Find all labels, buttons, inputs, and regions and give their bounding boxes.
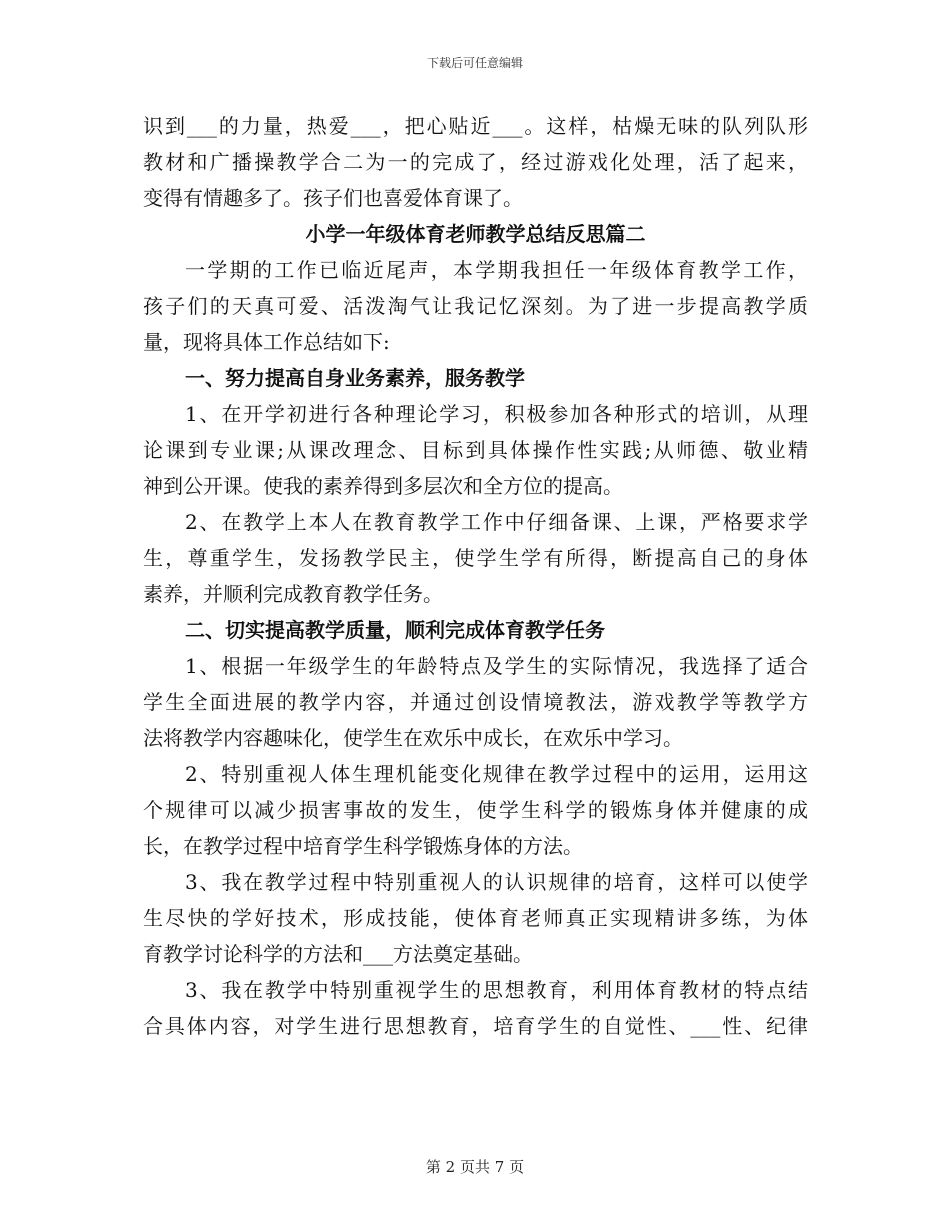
section2-item-2 <box>143 756 808 864</box>
text-line: 2、在教学上本人在教育教学工作中仔细备课、上课，严格要求学 <box>185 510 808 534</box>
text-line: 量，现将具体工作总结如下: <box>143 330 390 354</box>
section-heading-1: 一、努力提高自身业务素养，服务教学 <box>185 366 525 390</box>
text-line: 3、我在教学过程中特别重视人的认识规律的培育，这样可以使学 <box>185 870 808 894</box>
section2-item-3 <box>143 864 808 972</box>
text-line: 生，尊重学生，发扬教学民主，使学生学有所得，断提高自己的身体 <box>143 546 808 570</box>
text-line: 变得有情趣多了。孩子们也喜爱体育课了。 <box>143 186 523 210</box>
text-line: 孩子们的天真可爱、活泼淘气让我记忆深刻。为了进一步提高教学质 <box>143 294 808 318</box>
text-line: 教材和广播操教学合二为一的完成了，经过游戏化处理，活了起来， <box>143 150 808 174</box>
intro-paragraph <box>143 108 808 216</box>
text-line: 1、在开学初进行各种理论学习，积极参加各种形式的培训，从理 <box>185 402 808 426</box>
text-line: 一学期的工作已临近尾声，本学期我担任一年级体育教学工作， <box>185 258 808 282</box>
text-line: 长，在教学过程中培育学生科学锻炼身体的方法。 <box>143 834 583 858</box>
section-heading-2: 二、切实提高教学质量，顺利完成体育教学任务 <box>185 618 605 642</box>
text-line: 2、特别重视人体生理机能变化规律在教学过程中的运用，运用这 <box>185 762 808 786</box>
section2-item-4 <box>143 972 808 1044</box>
text-line: 识到___的力量，热爱___，把心贴近___。这样，枯燥无味的队列队形 <box>143 114 808 138</box>
page-footer: 第 2 页共 7 页 <box>425 1158 525 1176</box>
text-line: 生尽快的学好技术，形成技能，使体育老师真正实现精讲多练，为体 <box>143 906 808 930</box>
page-header: 下载后可任意编辑 <box>426 56 523 70</box>
text-line: 合具体内容，对学生进行思想教育，培育学生的自觉性、___性、纪律 <box>143 1014 808 1038</box>
document-body <box>143 108 808 1044</box>
text-line: 个规律可以减少损害事故的发生，使学生科学的锻炼身体并健康的成 <box>143 798 808 822</box>
paragraph-1 <box>143 252 808 360</box>
text-line: 1、根据一年级学生的年龄特点及学生的实际情况，我选择了适合 <box>185 654 808 678</box>
section1-item-1 <box>143 396 808 504</box>
text-line: 学生全面进展的教学内容，并通过创设情境教法，游戏教学等教学方 <box>143 690 808 714</box>
text-line: 论课到专业课;从课改理念、目标到具体操作性实践;从师德、敬业精 <box>143 438 808 462</box>
section1-item-2 <box>143 504 808 612</box>
document-title: 小学一年级体育老师教学总结反思篇二 <box>305 222 646 246</box>
section2-item-1 <box>143 648 808 756</box>
text-line: 3、我在教学中特别重视学生的思想教育，利用体育教材的特点结 <box>185 978 808 1002</box>
text-line: 素养，并顺利完成教育教学任务。 <box>143 582 443 606</box>
text-line: 育教学讨论科学的方法和___方法奠定基础。 <box>143 942 533 966</box>
text-line: 神到公开课。使我的素养得到多层次和全方位的提高。 <box>143 474 623 498</box>
text-line: 法将教学内容趣味化，使学生在欢乐中成长，在欢乐中学习。 <box>143 726 683 750</box>
